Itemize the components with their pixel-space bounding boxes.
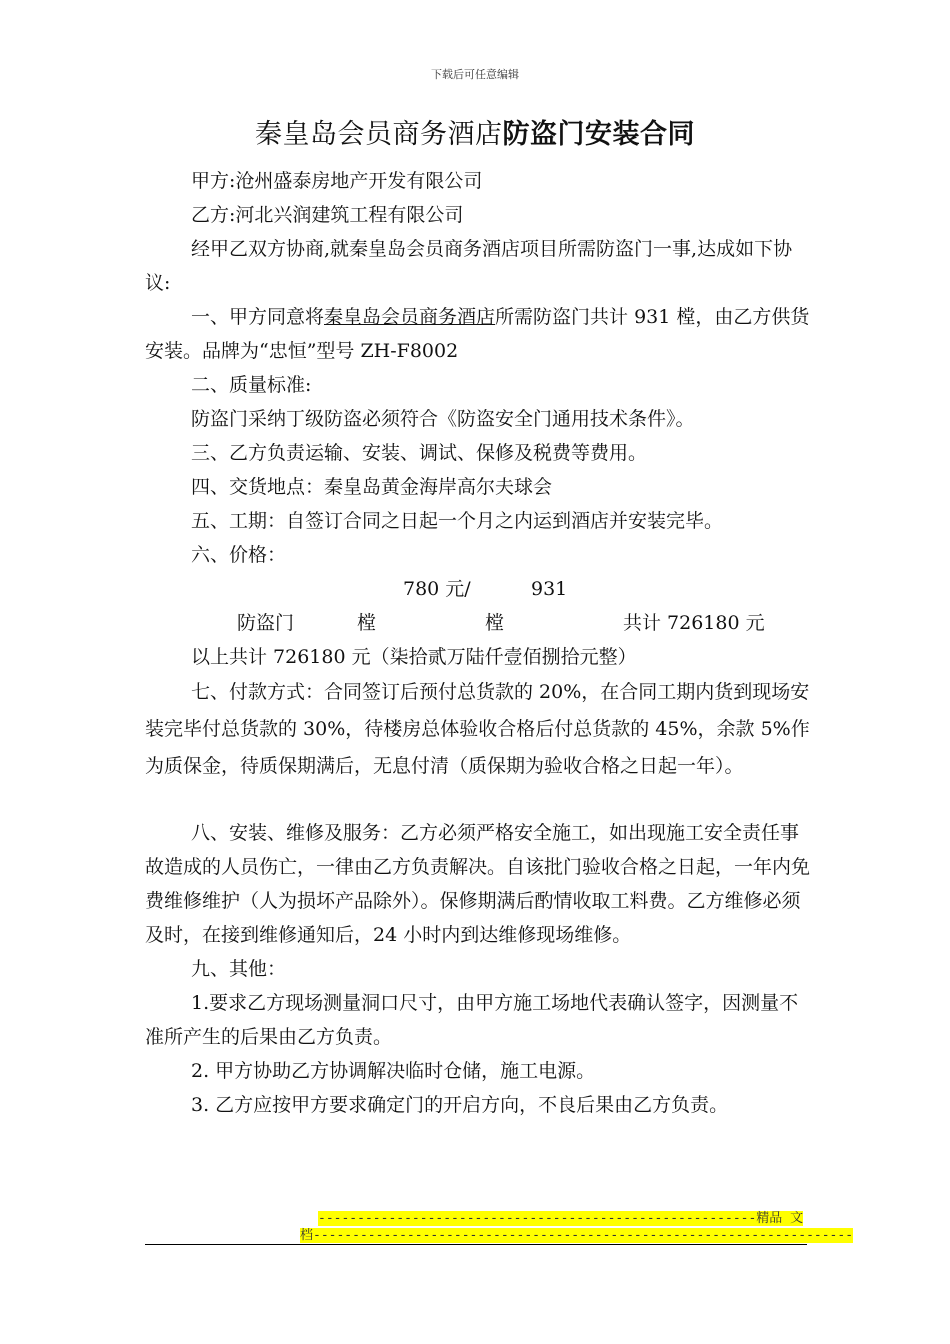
clause-1-suffix: 所需防盗门共计 931 樘，由乙方供货安装。品牌为“忠恒”型号 ZH-F8002 [145,306,810,362]
footer-line-1: --------------------------------------------------------精品 文 [318,1211,804,1226]
clause-9-item-2: 2. 甲方协助乙方协调解决临时仓储，施工电源。 [191,1060,596,1082]
footer-rule [145,1244,807,1245]
contract-body [145,164,810,1122]
header-note: 下载后可任意编辑 [431,68,519,81]
title-part-bold: 防盗门安装合同 [502,119,695,150]
clause-2-heading: 二、质量标准: [191,374,312,396]
clause-2-body: 防盗门采纳丁级防盗必须符合《防盗安全门通用技术条件》。 [191,408,695,430]
price-quantity: 931 樘 [485,578,568,634]
party-b: 乙方:河北兴润建筑工程有限公司 [191,204,464,226]
party-a: 甲方:沧州盛泰房地产开发有限公司 [191,170,483,192]
intro-paragraph: 经甲乙双方协商,就秦皇岛会员商务酒店项目所需防盗门一事,达成如下协议: [145,238,793,294]
price-item: 防盗门 [237,612,295,634]
clause-9-item-1: 1.要求乙方现场测量洞口尺寸，由甲方施工场地代表确认签字，因测量不准所产生的后果由乙方负责。 [145,992,799,1048]
paragraph-gap [145,785,810,816]
clause-8: 八、安装、维修及服务：乙方必须严格安全施工，如出现施工安全责任事故造成的人员伤亡，一律由乙方负责解决。自该批门验收合格之日起，一年内免费维修维护（人为损坏产品除外）。保修期满后酌情收取工料费。乙方维修必须及时，在接到维修通知后，24 小时内到达维修现场维修。 [145,822,811,946]
clause-1-hotel-name: 秦皇岛会员商务酒店 [324,306,496,328]
clause-5: 五、工期：自签订合同之日起一个月之内运到酒店并安装完毕。 [191,510,724,532]
document-title [0,112,950,151]
price-sum: 以上共计 726180 元（柒拾贰万陆仟壹佰捌拾元整） [191,646,637,668]
clause-1 [145,300,810,368]
clause-3: 三、乙方负责运输、安装、调试、保修及税费等费用。 [191,442,648,464]
clause-1-prefix: 一、甲方同意将 [191,306,325,328]
price-unit: 780 元/樘 [357,578,471,634]
clause-7: 七、付款方式：合同签订后预付总货款的 20%，在合同工期内货到现场安装完毕付总货款的 30%，待楼房总体验收合格后付总货款的 45%，余款 5%作为质保金，待质保期满后，无息付清（质保期为验收合格之日起一年）。 [145,681,810,777]
clause-9-item-3: 3. 乙方应按甲方要求确定门的开启方向，不良后果由乙方负责。 [191,1094,729,1116]
footer-banner [300,1210,853,1244]
clause-9-heading: 九、其他： [191,958,287,980]
price-total: 共计 726180 元 [623,612,765,634]
price-row [145,572,810,640]
clause-4: 四、交货地点：秦皇岛黄金海岸高尔夫球会 [191,476,553,498]
clause-6-heading: 六、价格： [191,544,287,566]
footer-line-2: 档--------------------------------------------------------------------- [300,1228,854,1243]
title-part-regular: 秦皇岛会员商务酒店 [255,119,503,150]
